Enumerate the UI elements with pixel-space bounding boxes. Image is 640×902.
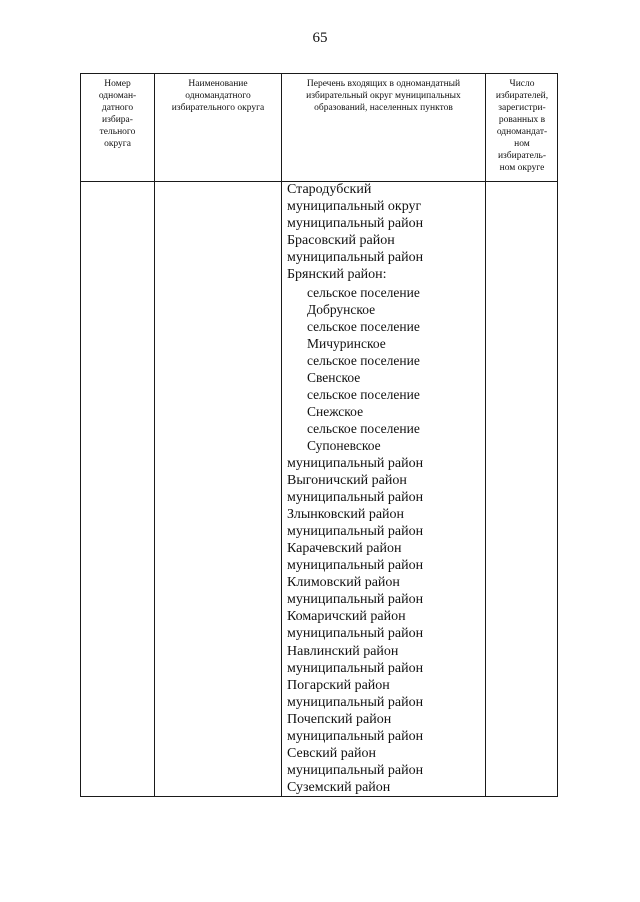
list-item: Суземский район (287, 780, 391, 796)
list-item: Брянский район: (287, 267, 387, 283)
list-item: Погарский район (287, 677, 390, 693)
list-item: Злынковский район (287, 506, 405, 522)
list-item: муниципальный район (287, 763, 424, 779)
list-item: Комаричский район (287, 609, 406, 625)
list-item: сельское поселение (307, 284, 420, 300)
list-item: муниципальный район (287, 216, 424, 232)
list-item: Климовский район (287, 575, 400, 591)
list-item: сельское поселение (307, 352, 420, 368)
column-divider (154, 74, 155, 796)
list-item: Мичуринское (307, 335, 386, 351)
column-divider (281, 74, 282, 796)
header-district-name: Наименование одномандатного избирательного округа (171, 79, 265, 113)
list-item: Навлинский район (287, 643, 399, 659)
list-item: муниципальный район (287, 489, 424, 505)
header-voter-count: Число избирателей, зарегистри- рованных в одномандат- ном избиратель- ном округе (495, 79, 549, 173)
list-item: муниципальный район (287, 660, 424, 676)
header-district-number: Номер одноман- датного избира- тельного округа (98, 79, 137, 149)
list-item: муниципальный район (287, 250, 424, 266)
municipality-list (287, 181, 487, 796)
list-item: Супоневское (307, 438, 381, 454)
list-item: муниципальный район (287, 626, 424, 642)
list-item: муниципальный округ (287, 199, 422, 215)
list-item: Почепский район (287, 711, 392, 727)
district-table (80, 73, 558, 797)
header-municipalities: Перечень входящих в одномандатный избирательный округ муниципальных образований, населенных пунктов (306, 79, 461, 113)
list-item: Снежское (307, 404, 364, 420)
list-item: Свенское (307, 370, 361, 386)
list-item: муниципальный район (287, 523, 424, 539)
list-item: Севский район (287, 746, 376, 762)
list-item: Выгоничский район (287, 472, 407, 488)
list-item: Карачевский район (287, 540, 402, 556)
list-item: Стародубский (287, 182, 372, 197)
list-item: сельское поселение (307, 421, 420, 437)
list-item: Брасовский район (287, 233, 395, 249)
list-item: сельское поселение (307, 387, 420, 403)
list-item: муниципальный район (287, 592, 424, 608)
page-number: 65 (312, 30, 328, 46)
list-item: Добрунское (307, 301, 376, 317)
list-item: муниципальный район (287, 455, 424, 471)
list-item: сельское поселение (307, 318, 420, 334)
list-item: муниципальный район (287, 729, 424, 744)
list-item: муниципальный район (287, 694, 424, 710)
list-item: муниципальный район (287, 558, 424, 574)
